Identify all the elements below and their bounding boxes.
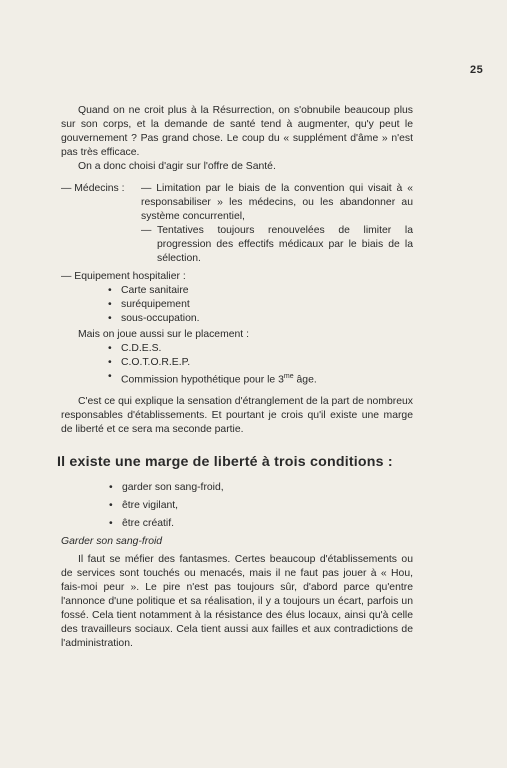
list-item: • C.O.T.O.R.E.P. bbox=[108, 357, 191, 368]
list-item: • suréquipement bbox=[108, 299, 190, 310]
list-item: • Carte sanitaire bbox=[108, 285, 189, 296]
page-number: 25 bbox=[470, 64, 484, 76]
medecins-point-2: — Tentatives toujours renouvelées de limiter la progression des effectifs médicaux par le biais de la sélection. bbox=[141, 225, 413, 264]
equipement-label: — Equipement hospitalier : bbox=[61, 271, 186, 282]
subsection-heading: Garder son sang-froid bbox=[61, 536, 163, 548]
paragraph-resurrection: Quand on ne croit plus à la Résurrection, on s'obnubile beaucoup plus sur son corps, et la demande de santé tend à augmenter, qu'y peut le gouvernement ? Pas grand chose. Le coup du « supplément d'âme » n'est pas très efficace. bbox=[61, 105, 413, 158]
list-item: • être vigilant, bbox=[109, 500, 179, 512]
medecins-item bbox=[61, 182, 413, 224]
list-item: • C.D.E.S. bbox=[108, 343, 162, 354]
paragraph-etranglement: C'est ce qui explique la sensation d'étranglement de la part de nombreux responsables d'établissements. Et pourtant je crois qu'il existe une marge de liberté et ce sera ma seconde partie. bbox=[61, 396, 413, 436]
list-item: • Commission hypothétique pour le $3^{me}$ âge. bbox=[108, 371, 317, 386]
list-item: • garder son sang-froid, bbox=[109, 482, 224, 494]
paragraph-offre-sante: On a donc choisi d'agir sur l'offre de Santé. bbox=[78, 161, 276, 172]
medecins-point-1: — Limitation par le biais de la convention qui visait à « responsabiliser » les médecins, ou les abandonner au système concurrentiel, bbox=[141, 183, 413, 222]
paragraph-fantasmes: Il faut se méfier des fantasmes. Certes beaucoup d'établissements ou de services sont touchés ou menacés, mais il ne faut pas jouer à « Hou, fais-moi peur ». Le pire n'est pas toujours sûr, d'abord parce qu'entre l'annonce d'une politique et sa réalisation, il y a toujours un écart, parfois un fossé. Cela tient notamment à la résistance des élus locaux, ainsi qu'à celle des travailleurs sociaux. Cela tient aussi aux failles et aux contradictions de l'administration. bbox=[61, 554, 413, 650]
section-heading: Il existe une marge de liberté à trois conditions : bbox=[57, 454, 393, 471]
placement-intro: Mais on joue aussi sur le placement : bbox=[78, 329, 249, 340]
list-item: • sous-occupation. bbox=[108, 313, 200, 324]
equipement-item bbox=[61, 270, 413, 284]
list-item: • être créatif. bbox=[109, 518, 174, 530]
medecins-label: — Médecins : bbox=[61, 183, 125, 194]
medecins-point-2-text: Tentatives toujours renouvelées de limiter la progression des effectifs médicaux par le biais de la sélection. bbox=[157, 225, 413, 264]
page-body bbox=[57, 104, 413, 651]
